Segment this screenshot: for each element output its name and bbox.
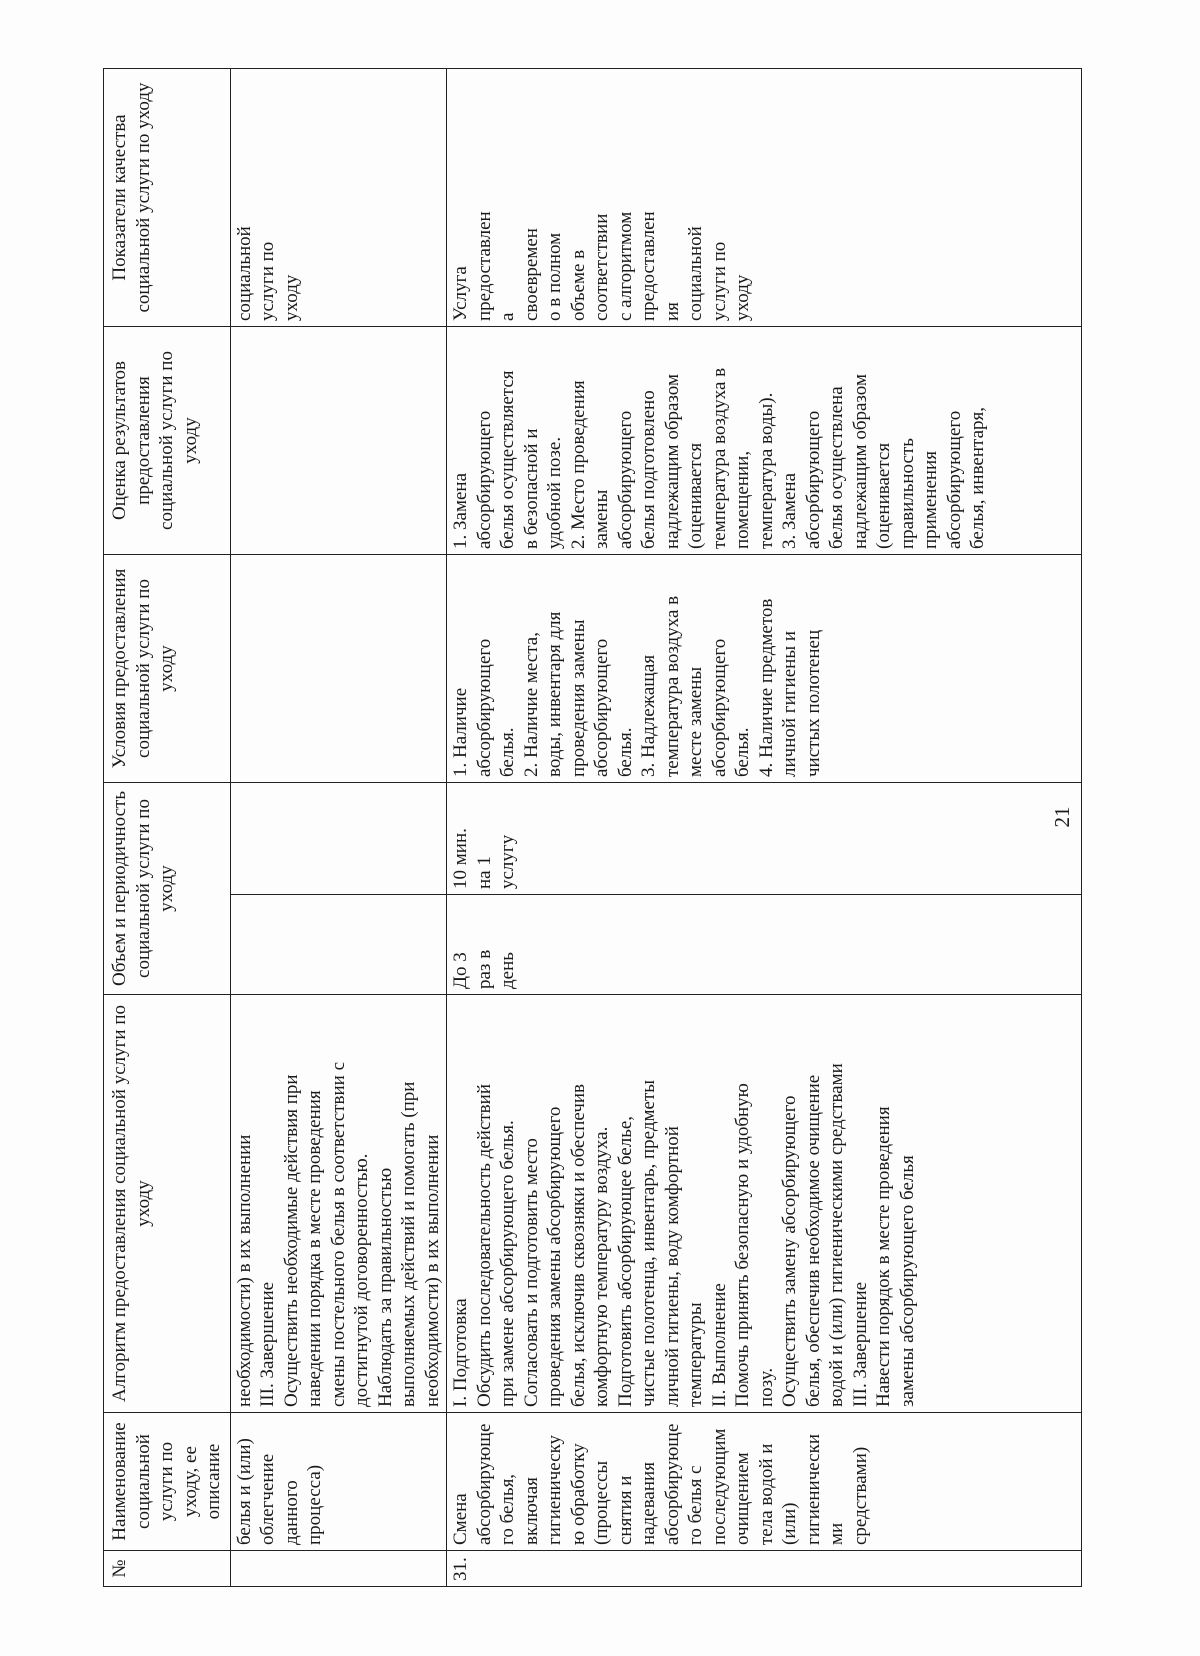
header-row: [104, 69, 231, 1587]
header-num: №: [104, 1551, 231, 1587]
header-name: Наименование социальной услуги по уходу, ее описание: [104, 1413, 231, 1551]
cell-num: 31.: [447, 1551, 1082, 1587]
header-quality: Показатели качества социальной услуги по уходу: [104, 69, 231, 327]
cell-conditions: [230, 555, 447, 783]
cell-periodicity: [230, 895, 447, 995]
cell-conditions: 1. Наличие абсорбирующего белья. 2. Наличие места, воды, инвентаря для проведения замены абсорбирующего белья. 3. Надлежащая температура воздуха в месте замены абсорбирующего белья. 4. Наличие предметов личной гигиены и чистых полотенец: [447, 555, 1082, 783]
cell-periodicity: До 3 раз в день: [447, 895, 1082, 995]
cell-num: [230, 1551, 447, 1587]
header-volume: Объем и периодичность социальной услуги по уходу: [104, 783, 231, 995]
cell-quality: Услуга предоставлен а своевремен о в полном объеме в соответствии с алгоритмом предоставлен ия социальной услуги по уходу: [447, 69, 1082, 327]
cell-algorithm: I. Подготовка Обсудить последовательность действий при замене абсорбирующего белья. Согласовать и подготовить место проведения замены абсорбирующего белья, исключив сквозняки и обеспечив комфортную температуру воздуха. Подготовить абсорбирующее белье, чистые полотенца, инвентарь, предметы личной гигиены, воду комфортной температуры II. Выполнение Помочь принять безопасную и удобную позу. Осуществить замену абсорбирующего белья, обеспечив необходимое очищение водой и (или) гигиеническими средствами III. Завершение Навести порядок в месте проведения замены абсорбирующего белья: [447, 995, 1082, 1413]
header-algorithm: Алгоритм предоставления социальной услуги по уходу: [104, 995, 231, 1413]
header-conditions: Условия предоставления социальной услуги по уходу: [104, 555, 231, 783]
cell-quality: социальной услуги по уходу: [230, 69, 447, 327]
rotated-page: [10, 30, 1090, 1615]
cell-evaluation: 1. Замена абсорбирующего белья осуществляется в безопасной и удобной позе. 2. Место проведения замены абсорбирующего белья подготовлено надлежащим образом (оценивается температура воздуха в помещении, температура воды). 3. Замена абсорбирующего белья осуществлена надлежащим образом (оценивается правильность применения абсорбирующего белья, инвентаря,: [447, 327, 1082, 555]
table-row-31: [447, 69, 1082, 1587]
page-number: 21: [1050, 806, 1074, 828]
cell-algorithm: необходимости) в их выполнении III. Завершение Осуществить необходимые действия при наведении порядка в месте проведения смены постельного белья в соответствии с достигнутой договоренностью. Наблюдать за правильностью выполняемых действий и помогать (при необходимости) в их выполнении: [230, 995, 447, 1413]
cell-volume: [230, 783, 447, 895]
cell-name: белья и (или) облегчение данного процесса): [230, 1413, 447, 1551]
cell-evaluation: [230, 327, 447, 555]
table-row-continued: [230, 69, 447, 1587]
cell-volume: 10 мин. на 1 услугу: [447, 783, 1082, 895]
cell-name: Смена абсорбирующе го белья, включая гигиеническу ю обработку (процессы снятия и надевания абсорбирующе го белья с последующим очищением тела водой и (или) гигиенически ми средствами): [447, 1413, 1082, 1551]
services-table: [103, 68, 1082, 1587]
header-evaluation: Оценка результатов предоставления социальной услуги по уходу: [104, 327, 231, 555]
